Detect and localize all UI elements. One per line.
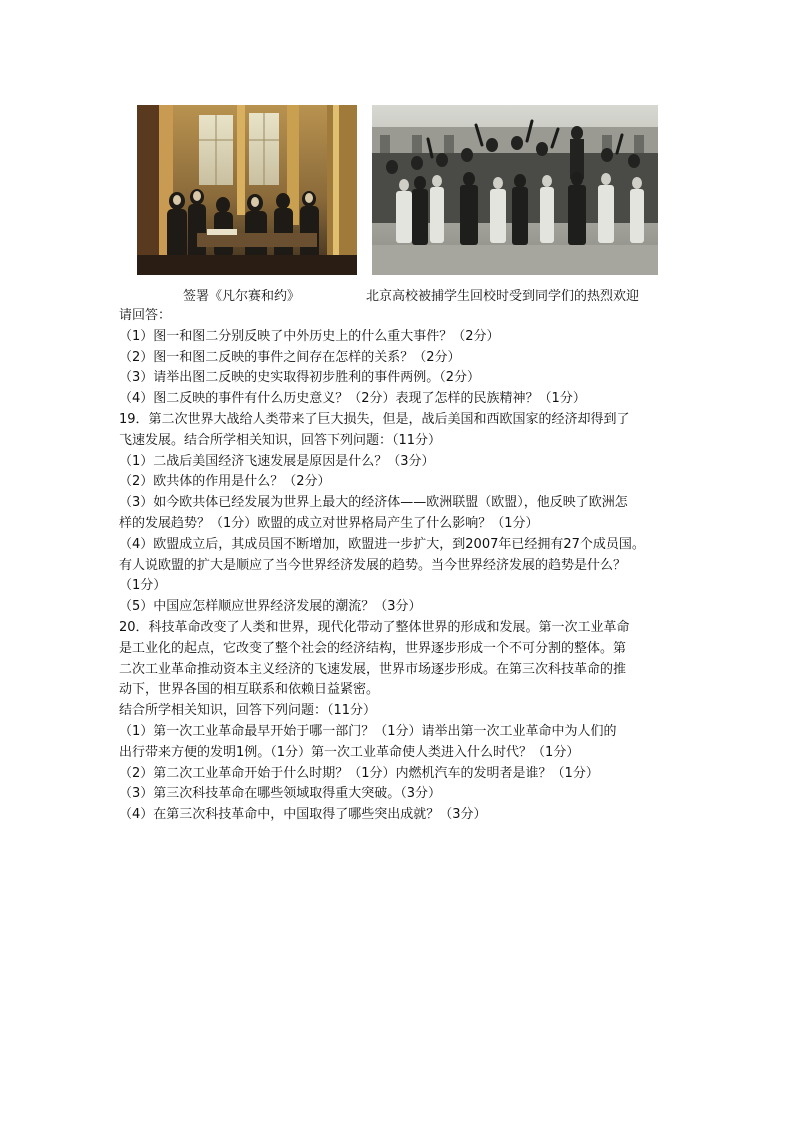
text-line: （1）图一和图二分别反映了中外历史上的什么重大事件？（2分） bbox=[119, 328, 500, 344]
text-line: 20．科技革命改变了人类和世界，现代化带动了整体世界的形成和发展。第一次工业革命 bbox=[119, 619, 630, 635]
text-line: 飞速发展。结合所学相关知识，回答下列问题：（11分） bbox=[119, 432, 442, 448]
text-line: 是工业化的起点，它改变了整个社会的经济结构，世界逐步形成一个不可分割的整体。第 bbox=[119, 640, 627, 656]
text-line: 有人说欧盟的扩大是顺应了当今世界经济发展的趋势。当今世界经济发展的趋势是什么？ bbox=[119, 557, 627, 573]
text-line: （1）二战后美国经济飞速发展是原因是什么？（3分） bbox=[119, 453, 435, 469]
text-line: （4）在第三次科技革命中，中国取得了哪些突出成就？（3分） bbox=[119, 807, 487, 823]
students-welcome-photo bbox=[372, 105, 658, 275]
text-line: （4）欧盟成立后，其成员国不断增加，欧盟进一步扩大，到2007年已经拥有27个成员国。 bbox=[119, 536, 645, 552]
text-line: （1）第一次工业革命最早开始于哪一部门？（1分）请举出第一次工业革命中为人们的 bbox=[119, 723, 617, 739]
text-line: （3）第三次科技革命在哪些领域取得重大突破。（3分） bbox=[119, 786, 442, 802]
versailles-signing-photo bbox=[137, 105, 357, 275]
text-line: （1分） bbox=[119, 578, 167, 594]
text-line: （4）图二反映的事件有什么历史意义？（2分）表现了怎样的民族精神？（1分） bbox=[119, 391, 586, 407]
text-line: 样的发展趋势？（1分）欧盟的成立对世界格局产生了什么影响？（1分） bbox=[119, 515, 539, 531]
text-line: 19．第二次世界大战给人类带来了巨大损失，但是，战后美国和西欧国家的经济却得到了 bbox=[119, 411, 630, 427]
text-line: （2）图一和图二反映的事件之间存在怎样的关系？（2分） bbox=[119, 349, 461, 365]
text-line: 二次工业革命推动资本主义经济的飞速发展，世界市场逐步形成。在第三次科技革命的推 bbox=[119, 661, 627, 677]
figure-1-caption: 签署《凡尔赛和约》 bbox=[183, 289, 301, 304]
text-line: （3）如今欧共体已经发展为世界上最大的经济体——欧洲联盟（欧盟），他反映了欧洲怎 bbox=[119, 495, 628, 511]
text-line: 出行带来方便的发明1例。（1分）第一次工业革命使人类进入什么时代？（1分） bbox=[119, 744, 580, 760]
figure-2-caption: 北京高校被捕学生回校时受到同学们的热烈欢迎 bbox=[366, 289, 640, 304]
text-line: （2）第二次工业革命开始于什么时期？（1分）内燃机汽车的发明者是谁？（1分） bbox=[119, 765, 599, 781]
text-line: 请回答： bbox=[119, 308, 172, 323]
question-text bbox=[119, 306, 679, 826]
text-line: 结合所学相关知识，回答下列问题：（11分） bbox=[119, 703, 377, 719]
text-line: （3）请举出图二反映的史实取得初步胜利的事件两例。（2分） bbox=[119, 370, 481, 386]
text-line: （2）欧共体的作用是什么？（2分） bbox=[119, 474, 331, 490]
text-line: 动下，世界各国的相互联系和依赖日益紧密。 bbox=[119, 682, 380, 698]
text-line: （5）中国应怎样顺应世界经济发展的潮流？（3分） bbox=[119, 599, 422, 615]
